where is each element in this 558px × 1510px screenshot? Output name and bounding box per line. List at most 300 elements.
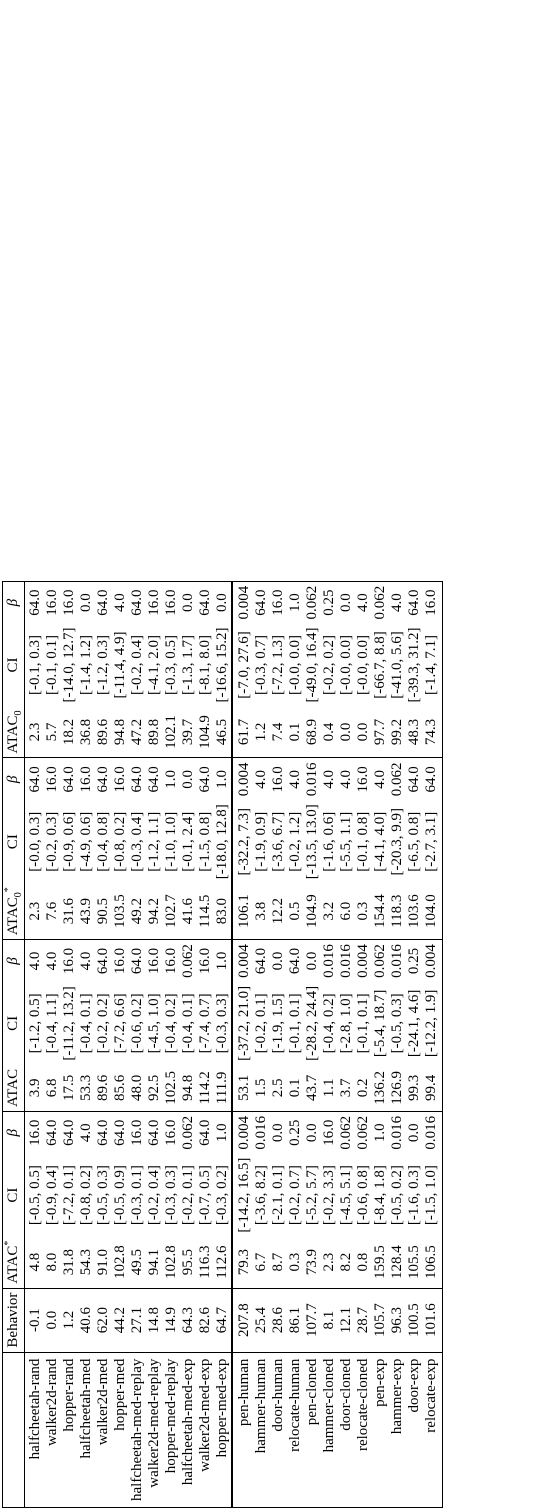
cell-beta-1: 64.0 — [197, 1111, 214, 1153]
cell-beta-2: 16.0 — [112, 940, 129, 982]
cell-task: walker2d-rand — [44, 1352, 61, 1507]
table-row — [232, 581, 253, 1507]
cell-beta-4: 4.0 — [355, 581, 372, 623]
cell-atac0-star: 3.2 — [321, 901, 337, 921]
cell-ci-1: [-0.2, 0.4] — [146, 1165, 162, 1226]
header-ci-3: CI — [5, 834, 21, 850]
cell-atac-star: 112.6 — [214, 1245, 230, 1279]
cell-atac0: 68.9 — [304, 718, 320, 746]
cell-beta-1: 0.016 — [389, 1111, 406, 1153]
cell-beta-1: 0.0 — [270, 1111, 287, 1153]
cell-beta-2: 0.062 — [372, 940, 389, 982]
cell-ci-2: [-1.9, 1.5] — [270, 993, 286, 1054]
cell-ci-4: [-0.3, 0.5] — [163, 634, 179, 695]
cell-behavior: 82.6 — [197, 1288, 214, 1352]
cell-atac0-star: 83.0 — [214, 898, 230, 925]
cell-atac0-star: 103.6 — [406, 894, 422, 929]
cell-ci-4: [-0.3, 0.7] — [253, 634, 269, 695]
cell-beta-3: 64.0 — [95, 758, 112, 800]
cell-ci-3: [-0.8, 0.2] — [112, 811, 128, 872]
cell-atac: 53.3 — [78, 1074, 94, 1102]
cell-task: hammer-cloned — [321, 1352, 338, 1507]
cell-atac0-star: 2.3 — [27, 901, 43, 921]
cell-task: relocate-human — [287, 1352, 304, 1507]
cell-beta-4: 4.0 — [112, 581, 129, 623]
cell-ci-4: [-4.1, 2.0] — [146, 634, 162, 695]
cell-atac0-star: 7.6 — [44, 901, 60, 921]
cell-atac0: 89.8 — [146, 718, 162, 746]
cell-beta-1: 0.062 — [180, 1111, 197, 1153]
cell-beta-2: 64.0 — [95, 940, 112, 982]
table-row — [180, 581, 197, 1507]
cell-beta-4: 64.0 — [25, 581, 45, 623]
cell-atac: 0.1 — [287, 1078, 303, 1098]
cell-ci-4: [-39.3, 31.2] — [406, 627, 422, 703]
cell-ci-3: [-13.5, 13.0] — [304, 804, 320, 880]
cell-ci-2: [-0.3, 0.3] — [214, 993, 230, 1054]
cell-task: halfcheetah-med — [78, 1352, 95, 1507]
cell-task: halfcheetah-med-exp — [180, 1352, 197, 1507]
cell-ci-4: [-7.0, 27.6] — [232, 623, 253, 706]
cell-atac: 1.1 — [321, 1078, 337, 1098]
cell-ci-1: [-8.4, 1.8] — [372, 1165, 388, 1226]
cell-atac0-star: 102.7 — [163, 894, 179, 929]
cell-atac0: 48.3 — [406, 718, 422, 746]
cell-behavior: 25.4 — [253, 1288, 270, 1352]
cell-beta-4: 0.062 — [304, 581, 321, 623]
cell-atac-star: 8.7 — [270, 1252, 286, 1272]
cell-beta-2: 0.016 — [338, 940, 355, 982]
cell-beta-2: 0.0 — [304, 940, 321, 982]
cell-beta-2: 16.0 — [61, 940, 78, 982]
cell-atac0: 36.8 — [78, 718, 94, 746]
cell-ci-3: [-6.5, 0.8] — [406, 811, 422, 872]
cell-task: hammer-exp — [389, 1352, 406, 1507]
cell-task: hopper-med — [112, 1352, 129, 1507]
cell-task: hopper-med-replay — [163, 1352, 180, 1507]
cell-ci-2: [-28.2, 24.4] — [304, 985, 320, 1061]
cell-atac-star: 0.8 — [355, 1252, 371, 1272]
cell-behavior: 207.8 — [232, 1288, 253, 1352]
cell-atac0-star: 12.2 — [270, 898, 286, 925]
cell-ci-4: [-0.1, 0.3] — [27, 634, 43, 695]
cell-ci-1: [-1.5, 1.0] — [423, 1154, 443, 1237]
cell-atac-star: 2.3 — [321, 1252, 337, 1272]
cell-ci-3: [-0.2, 1.2] — [287, 811, 303, 872]
cell-behavior: 8.1 — [321, 1288, 338, 1352]
cell-beta-3: 0.004 — [232, 758, 253, 800]
cell-beta-2: 64.0 — [287, 940, 304, 982]
header-beta-3: β — [3, 758, 25, 800]
cell-beta-1: 16.0 — [25, 1111, 45, 1153]
table-row — [372, 581, 389, 1507]
cell-beta-1: 0.062 — [355, 1111, 372, 1153]
cell-atac: 102.5 — [163, 1071, 179, 1105]
cell-beta-2: 0.004 — [355, 940, 372, 982]
cell-behavior: 44.2 — [112, 1288, 129, 1352]
cell-ci-1: [-0.3, 0.2] — [214, 1165, 230, 1226]
table-row — [25, 581, 45, 1507]
cell-task: hopper-med-exp — [214, 1352, 232, 1507]
table-row — [95, 581, 112, 1507]
cell-ci-2: [-0.2, 0.1] — [253, 993, 269, 1054]
cell-beta-2: 16.0 — [146, 940, 163, 982]
cell-atac0: 89.6 — [95, 718, 111, 746]
cell-atac0: 2.3 — [27, 722, 43, 742]
cell-atac: 111.9 — [214, 1071, 230, 1105]
cell-beta-4: 64.0 — [129, 581, 146, 623]
cell-behavior: 28.7 — [355, 1288, 372, 1352]
cell-atac0: 99.2 — [389, 718, 405, 746]
cell-ci-2: [-0.1, 0.1] — [355, 993, 371, 1054]
cell-beta-2: 64.0 — [253, 940, 270, 982]
cell-atac-star: 54.3 — [78, 1248, 94, 1276]
cell-ci-1: [-7.2, 0.1] — [61, 1165, 77, 1226]
cell-beta-1: 0.25 — [287, 1111, 304, 1153]
cell-ci-2: [-24.1, 4.6] — [406, 989, 422, 1058]
cell-atac-star: 128.4 — [389, 1245, 405, 1279]
cell-atac0: 0.0 — [338, 722, 354, 742]
cell-beta-3: 64.0 — [423, 758, 443, 800]
cell-task: halfcheetah-rand — [25, 1352, 45, 1507]
cell-ci-1: [-0.7, 0.5] — [197, 1165, 213, 1226]
cell-atac0: 46.5 — [214, 718, 230, 746]
cell-ci-1: [-0.5, 0.9] — [112, 1165, 128, 1226]
cell-ci-4: [-0.2, 0.4] — [129, 634, 145, 695]
cell-beta-2: 4.0 — [44, 940, 61, 982]
cell-beta-1: 0.016 — [253, 1111, 270, 1153]
cell-task: door-human — [270, 1352, 287, 1507]
cell-beta-4: 16.0 — [163, 581, 180, 623]
cell-beta-1: 1.0 — [214, 1111, 232, 1153]
cell-beta-2: 0.016 — [389, 940, 406, 982]
cell-atac-star: 49.5 — [129, 1248, 145, 1276]
cell-beta-3: 4.0 — [338, 758, 355, 800]
table-row — [146, 581, 163, 1507]
table-body — [25, 581, 443, 1507]
cell-ci-2: [-5.4, 18.7] — [372, 989, 388, 1058]
cell-atac: 53.1 — [232, 1065, 253, 1111]
cell-task: relocate-cloned — [355, 1352, 372, 1507]
table-row — [78, 581, 95, 1507]
cell-ci-4: [-0.2, 0.2] — [321, 634, 337, 695]
cell-atac: 43.7 — [304, 1074, 320, 1102]
cell-beta-1: 16.0 — [129, 1111, 146, 1153]
cell-atac: 99.4 — [423, 1065, 443, 1111]
cell-ci-1: [-3.6, 8.2] — [253, 1165, 269, 1226]
cell-atac-star: 102.8 — [112, 1245, 128, 1279]
cell-ci-3: [-2.7, 3.1] — [423, 800, 443, 883]
cell-beta-1: 4.0 — [78, 1111, 95, 1153]
cell-beta-4: 64.0 — [406, 581, 423, 623]
cell-beta-3: 64.0 — [406, 758, 423, 800]
header-atac-star: ATAC* — [3, 1240, 21, 1284]
cell-task: hammer-human — [253, 1352, 270, 1507]
table-row — [129, 581, 146, 1507]
cell-behavior: 100.5 — [406, 1288, 423, 1352]
cell-beta-3: 4.0 — [321, 758, 338, 800]
cell-atac0: 74.3 — [423, 706, 443, 757]
cell-beta-1: 64.0 — [95, 1111, 112, 1153]
cell-beta-3: 16.0 — [355, 758, 372, 800]
cell-atac0-star: 43.9 — [78, 898, 94, 925]
cell-behavior: -0.1 — [25, 1288, 45, 1352]
cell-task: door-exp — [406, 1352, 423, 1507]
cell-beta-3: 64.0 — [61, 758, 78, 800]
cell-ci-4: [-0.0, 0.0] — [287, 634, 303, 695]
cell-behavior: 107.7 — [304, 1288, 321, 1352]
cell-ci-2: [-0.4, 0.2] — [321, 993, 337, 1054]
cell-ci-3: [-0.9, 0.6] — [61, 811, 77, 872]
cell-beta-3: 64.0 — [25, 758, 45, 800]
cell-beta-1: 0.016 — [423, 1111, 443, 1153]
cell-ci-3: [-3.6, 6.7] — [270, 811, 286, 872]
cell-atac: 48.0 — [129, 1074, 145, 1102]
cell-beta-2: 0.004 — [423, 940, 443, 982]
cell-ci-1: [-0.8, 0.2] — [78, 1165, 94, 1226]
cell-beta-4: 0.0 — [338, 581, 355, 623]
cell-beta-3: 1.0 — [214, 758, 232, 800]
cell-ci-4: [-11.4, 4.9] — [112, 631, 128, 699]
cell-ci-3: [-1.9, 0.9] — [253, 811, 269, 872]
table-row — [61, 581, 78, 1507]
cell-task: walker2d-med-replay — [146, 1352, 163, 1507]
table-row — [355, 581, 372, 1507]
header-atac: ATAC — [5, 1068, 21, 1107]
cell-atac0-star: 6.0 — [338, 901, 354, 921]
cell-beta-4: 0.25 — [321, 581, 338, 623]
cell-beta-4: 16.0 — [270, 581, 287, 623]
cell-behavior: 14.9 — [163, 1288, 180, 1352]
table-row — [270, 581, 287, 1507]
cell-beta-3: 64.0 — [129, 758, 146, 800]
cell-beta-2: 0.25 — [406, 940, 423, 982]
table-row — [406, 581, 423, 1507]
cell-beta-2: 16.0 — [197, 940, 214, 982]
cell-ci-3: [-1.2, 1.1] — [146, 811, 162, 872]
cell-atac0-star: 154.4 — [372, 894, 388, 929]
cell-beta-2: 64.0 — [129, 940, 146, 982]
cell-ci-3: [-4.1, 4.0] — [372, 811, 388, 872]
cell-behavior: 14.8 — [146, 1288, 163, 1352]
cell-ci-1: [-4.5, 5.1] — [338, 1165, 354, 1226]
table-row — [338, 581, 355, 1507]
cell-ci-4: [-0.0, 0.0] — [355, 634, 371, 695]
cell-ci-2: [-2.8, 1.0] — [338, 993, 354, 1054]
cell-atac: 3.9 — [27, 1078, 43, 1098]
cell-ci-1: [-0.2, 3.3] — [321, 1165, 337, 1226]
cell-task: pen-human — [232, 1352, 253, 1507]
cell-ci-4: [-14.0, 12.7] — [61, 627, 77, 703]
cell-ci-1: [-0.2, 0.7] — [287, 1165, 303, 1226]
cell-ci-3: [-0.3, 0.4] — [129, 811, 145, 872]
cell-atac0: 104.9 — [197, 715, 213, 749]
cell-atac-star: 8.0 — [44, 1252, 60, 1272]
cell-beta-4: 16.0 — [61, 581, 78, 623]
cell-atac: 17.5 — [61, 1074, 77, 1102]
cell-ci-4: [-41.0, 5.6] — [389, 631, 405, 699]
cell-atac0: 47.2 — [129, 718, 145, 746]
cell-ci-2: [-4.5, 1.0] — [146, 993, 162, 1054]
table-row — [321, 581, 338, 1507]
cell-atac0: 0.1 — [287, 722, 303, 742]
cell-task: pen-exp — [372, 1352, 389, 1507]
cell-beta-2: 16.0 — [163, 940, 180, 982]
cell-beta-2: 1.0 — [214, 940, 232, 982]
header-row — [3, 581, 25, 1507]
cell-atac0: 7.4 — [270, 722, 286, 742]
cell-atac0-star: 103.5 — [112, 894, 128, 929]
cell-behavior: 12.1 — [338, 1288, 355, 1352]
cell-task: hopper-rand — [61, 1352, 78, 1507]
cell-atac0: 61.7 — [232, 706, 253, 757]
cell-ci-2: [-11.2, 13.2] — [61, 986, 77, 1061]
cell-atac: 3.7 — [338, 1078, 354, 1098]
cell-behavior: 96.3 — [389, 1288, 406, 1352]
cell-beta-1: 16.0 — [321, 1111, 338, 1153]
header-atac0-star: $ATAC_0^*$ — [3, 887, 24, 936]
header-ci-2: CI — [5, 1015, 21, 1031]
cell-behavior: 28.6 — [270, 1288, 287, 1352]
cell-beta-4: 0.0 — [180, 581, 197, 623]
cell-atac-star: 4.8 — [27, 1252, 43, 1272]
cell-beta-4: 0.0 — [214, 581, 232, 623]
cell-behavior: 0.0 — [44, 1288, 61, 1352]
cell-beta-4: 16.0 — [44, 581, 61, 623]
cell-beta-1: 0.062 — [338, 1111, 355, 1153]
cell-ci-1: [-0.9, 0.4] — [44, 1165, 60, 1226]
cell-beta-4: 0.062 — [372, 581, 389, 623]
cell-ci-4: [-49.0, 16.4] — [304, 627, 320, 703]
cell-beta-4: 4.0 — [389, 581, 406, 623]
cell-ci-1: [-2.1, 0.1] — [270, 1165, 286, 1226]
cell-beta-1: 16.0 — [163, 1111, 180, 1153]
cell-beta-3: 64.0 — [146, 758, 163, 800]
cell-atac-star: 102.8 — [163, 1245, 179, 1279]
cell-ci-2: [-12.2, 1.9] — [423, 982, 443, 1065]
cell-ci-1: [-0.5, 0.5] — [27, 1165, 43, 1226]
cell-beta-1: 0.0 — [406, 1111, 423, 1153]
cell-beta-3: 4.0 — [253, 758, 270, 800]
header-behavior: Behavior — [3, 1288, 25, 1352]
cell-ci-3: [-0.1, 0.8] — [355, 811, 371, 872]
cell-atac0-star: 114.5 — [197, 894, 213, 928]
cell-ci-2: [-0.4, 0.1] — [180, 993, 196, 1054]
cell-beta-4: 64.0 — [197, 581, 214, 623]
cell-ci-4: [-16.6, 15.2] — [214, 627, 230, 703]
cell-beta-2: 0.016 — [321, 940, 338, 982]
cell-beta-3: 0.062 — [389, 758, 406, 800]
cell-ci-3: [-0.2, 0.3] — [44, 811, 60, 872]
cell-ci-1: [-0.3, 0.3] — [163, 1165, 179, 1226]
cell-atac0-star: 0.5 — [287, 901, 303, 921]
cell-atac-star: 31.8 — [61, 1248, 77, 1276]
cell-beta-3: 16.0 — [112, 758, 129, 800]
cell-beta-4: 16.0 — [423, 581, 443, 623]
cell-atac0-star: 90.5 — [95, 898, 111, 925]
cell-ci-4: [-1.3, 1.7] — [180, 634, 196, 695]
cell-atac0-star: 104.0 — [423, 883, 443, 939]
cell-atac0-star: 118.3 — [389, 894, 405, 928]
cell-atac0-star: 49.2 — [129, 898, 145, 925]
cell-task: pen-cloned — [304, 1352, 321, 1507]
cell-atac0: 18.2 — [61, 718, 77, 746]
cell-behavior: 86.1 — [287, 1288, 304, 1352]
cell-atac-star: 116.3 — [197, 1245, 213, 1279]
cell-ci-1: [-5.2, 5.7] — [304, 1165, 320, 1226]
cell-ci-3: [-0.1, 2.4] — [180, 811, 196, 872]
cell-atac-star: 79.3 — [232, 1237, 253, 1288]
cell-ci-1: [-0.5, 0.3] — [95, 1165, 111, 1226]
table-row — [163, 581, 180, 1507]
cell-beta-4: 64.0 — [95, 581, 112, 623]
cell-atac-star: 159.5 — [372, 1245, 388, 1279]
cell-atac0: 5.7 — [44, 722, 60, 742]
cell-ci-2: [-7.4, 0.7] — [197, 993, 213, 1054]
cell-task: halfcheetah-med-replay — [129, 1352, 146, 1507]
cell-beta-3: 0.016 — [304, 758, 321, 800]
cell-beta-4: 16.0 — [146, 581, 163, 623]
cell-ci-4: [-1.4, 7.1] — [423, 623, 443, 706]
cell-beta-2: 4.0 — [25, 940, 45, 982]
cell-beta-2: 0.062 — [180, 940, 197, 982]
table-row — [112, 581, 129, 1507]
cell-beta-4: 0.004 — [232, 581, 253, 623]
header-ci-4: CI — [5, 657, 21, 673]
cell-task: door-cloned — [338, 1352, 355, 1507]
cell-task: walker2d-med — [95, 1352, 112, 1507]
cell-beta-2: 0.0 — [270, 940, 287, 982]
cell-atac: 0.2 — [355, 1078, 371, 1098]
cell-atac-star: 8.2 — [338, 1252, 354, 1272]
cell-ci-4: [-0.0, 0.0] — [338, 634, 354, 695]
table-row — [389, 581, 406, 1507]
cell-ci-3: [-4.9, 0.6] — [78, 811, 94, 872]
cell-ci-2: [-7.2, 6.6] — [112, 993, 128, 1054]
cell-ci-3: [-32.2, 7.3] — [232, 800, 253, 883]
cell-atac: 114.2 — [197, 1071, 213, 1105]
cell-behavior: 64.7 — [214, 1288, 232, 1352]
cell-ci-3: [-1.0, 1.0] — [163, 811, 179, 872]
cell-beta-4: 0.0 — [78, 581, 95, 623]
cell-ci-4: [-7.2, 1.3] — [270, 634, 286, 695]
cell-ci-4: [-1.2, 0.3] — [95, 634, 111, 695]
table-row — [197, 581, 214, 1507]
cell-ci-4: [-0.1, 0.1] — [44, 634, 60, 695]
cell-atac0-star: 106.1 — [232, 883, 253, 939]
cell-beta-4: 1.0 — [287, 581, 304, 623]
cell-atac0-star: 41.6 — [180, 898, 196, 925]
header-atac0: $ATAC_0$ — [5, 710, 24, 754]
cell-beta-3: 4.0 — [287, 758, 304, 800]
cell-atac0: 0.4 — [321, 722, 337, 742]
cell-atac0-star: 104.9 — [304, 894, 320, 929]
cell-beta-1: 64.0 — [146, 1111, 163, 1153]
cell-atac: 92.5 — [146, 1074, 162, 1102]
cell-ci-2: [-0.1, 0.1] — [287, 993, 303, 1054]
cell-ci-4: [-8.1, 8.0] — [197, 634, 213, 695]
cell-beta-4: 64.0 — [253, 581, 270, 623]
cell-ci-1: [-0.3, 0.1] — [129, 1165, 145, 1226]
cell-atac: 136.2 — [372, 1071, 388, 1105]
table-row — [304, 581, 321, 1507]
cell-ci-3: [-5.5, 1.1] — [338, 811, 354, 872]
cell-atac: 6.8 — [44, 1078, 60, 1098]
cell-ci-2: [-0.4, 0.2] — [163, 993, 179, 1054]
cell-beta-3: 16.0 — [270, 758, 287, 800]
cell-beta-2: 4.0 — [78, 940, 95, 982]
cell-atac0-star: 94.2 — [146, 898, 162, 925]
